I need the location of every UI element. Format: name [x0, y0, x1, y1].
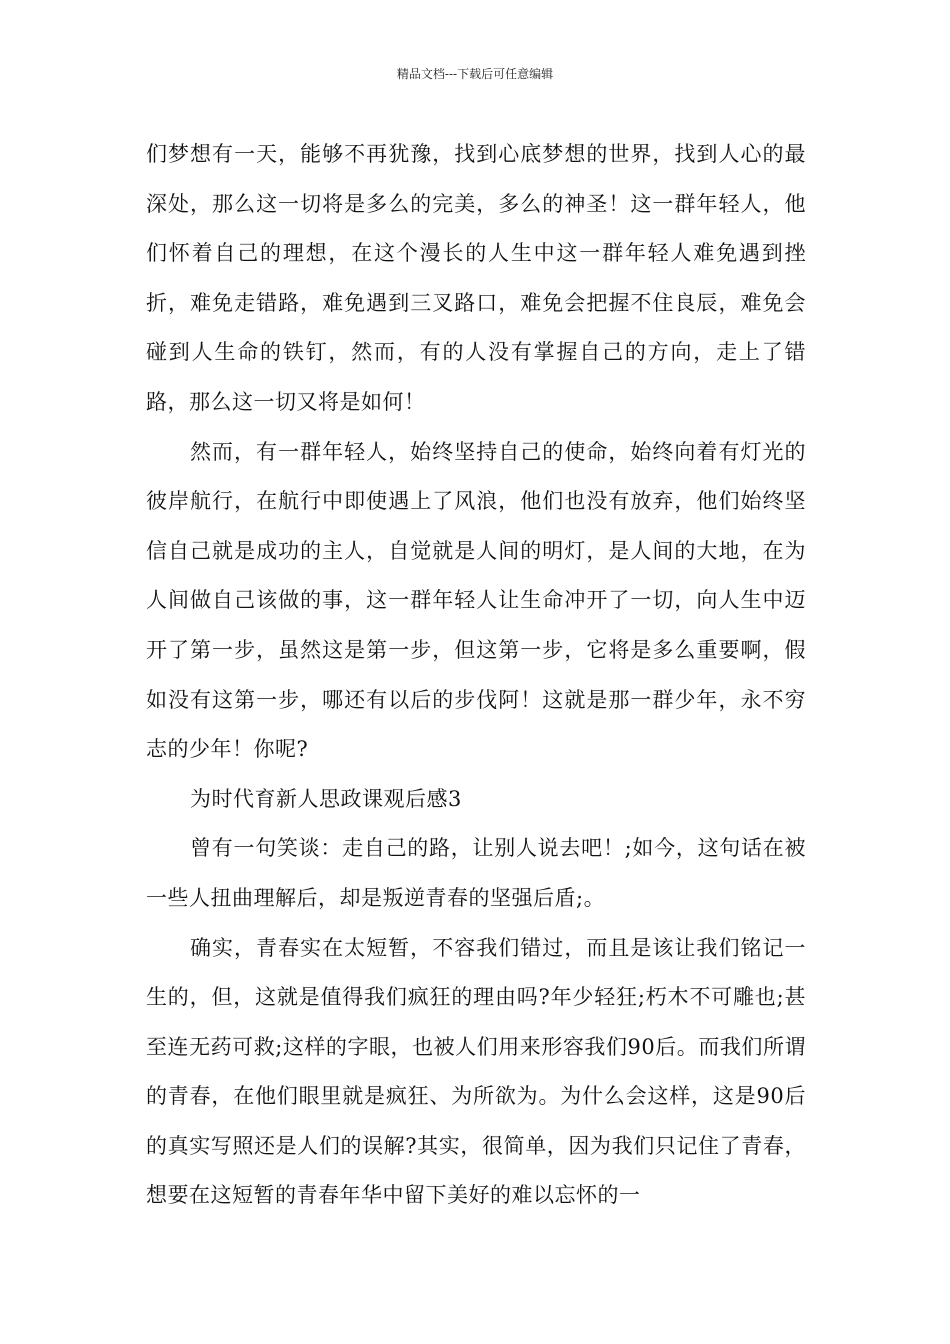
page-header: 精品文档---下载后可任意编辑 [396, 67, 554, 81]
document-body [146, 130, 806, 1221]
paragraph: 曾有一句笑谈：走自己的路，让别人说去吧！;如今，这句话在被一些人扭曲理解后，却是叛逆青春的坚强后盾;。 [146, 836, 806, 910]
paragraph: 然而，有一群年轻人，始终坚持自己的使命，始终向着有灯光的彼岸航行，在航行中即使遇上了风浪，他们也没有放弃，他们始终坚信自己就是成功的主人，自觉就是人间的明灯，是人间的大地，在为人间做自己该做的事，这一群年轻人让生命冲开了一切，向人生中迈开了第一步，虽然这是第一步，但这第一步，它将是多么重要啊，假如没有这第一步，哪还有以后的步伐阿！这就是那一群少年，永不穷志的少年！你呢? [146, 439, 806, 762]
paragraph: 确实，青春实在太短暂，不容我们错过，而且是该让我们铭记一生的，但，这就是值得我们疯狂的理由吗?年少轻狂;朽木不可雕也;甚至连无药可救;这样的字眼，也被人们用来形容我们90后。而我们所谓的青春，在他们眼里就是疯狂、为所欲为。为什么会这样，这是90后的真实写照还是人们的误解?其实，很简单，因为我们只记住了青春，想要在这短暂的青春年华中留下美好的难以忘怀的一 [146, 935, 806, 1208]
paragraph-continuation: 们梦想有一天，能够不再犹豫，找到心底梦想的世界，找到人心的最深处，那么这一切将是多么的完美，多么的神圣！这一群年轻人，他们怀着自己的理想，在这个漫长的人生中这一群年轻人难免遇到挫折，难免走错路，难免遇到三叉路口，难免会把握不住良辰，难免会碰到人生命的铁钉，然而，有的人没有掌握自己的方向，走上了错路，那么这一切又将是如何！ [146, 142, 806, 414]
section-title: 为时代育新人思政课观后感3 [190, 786, 462, 811]
